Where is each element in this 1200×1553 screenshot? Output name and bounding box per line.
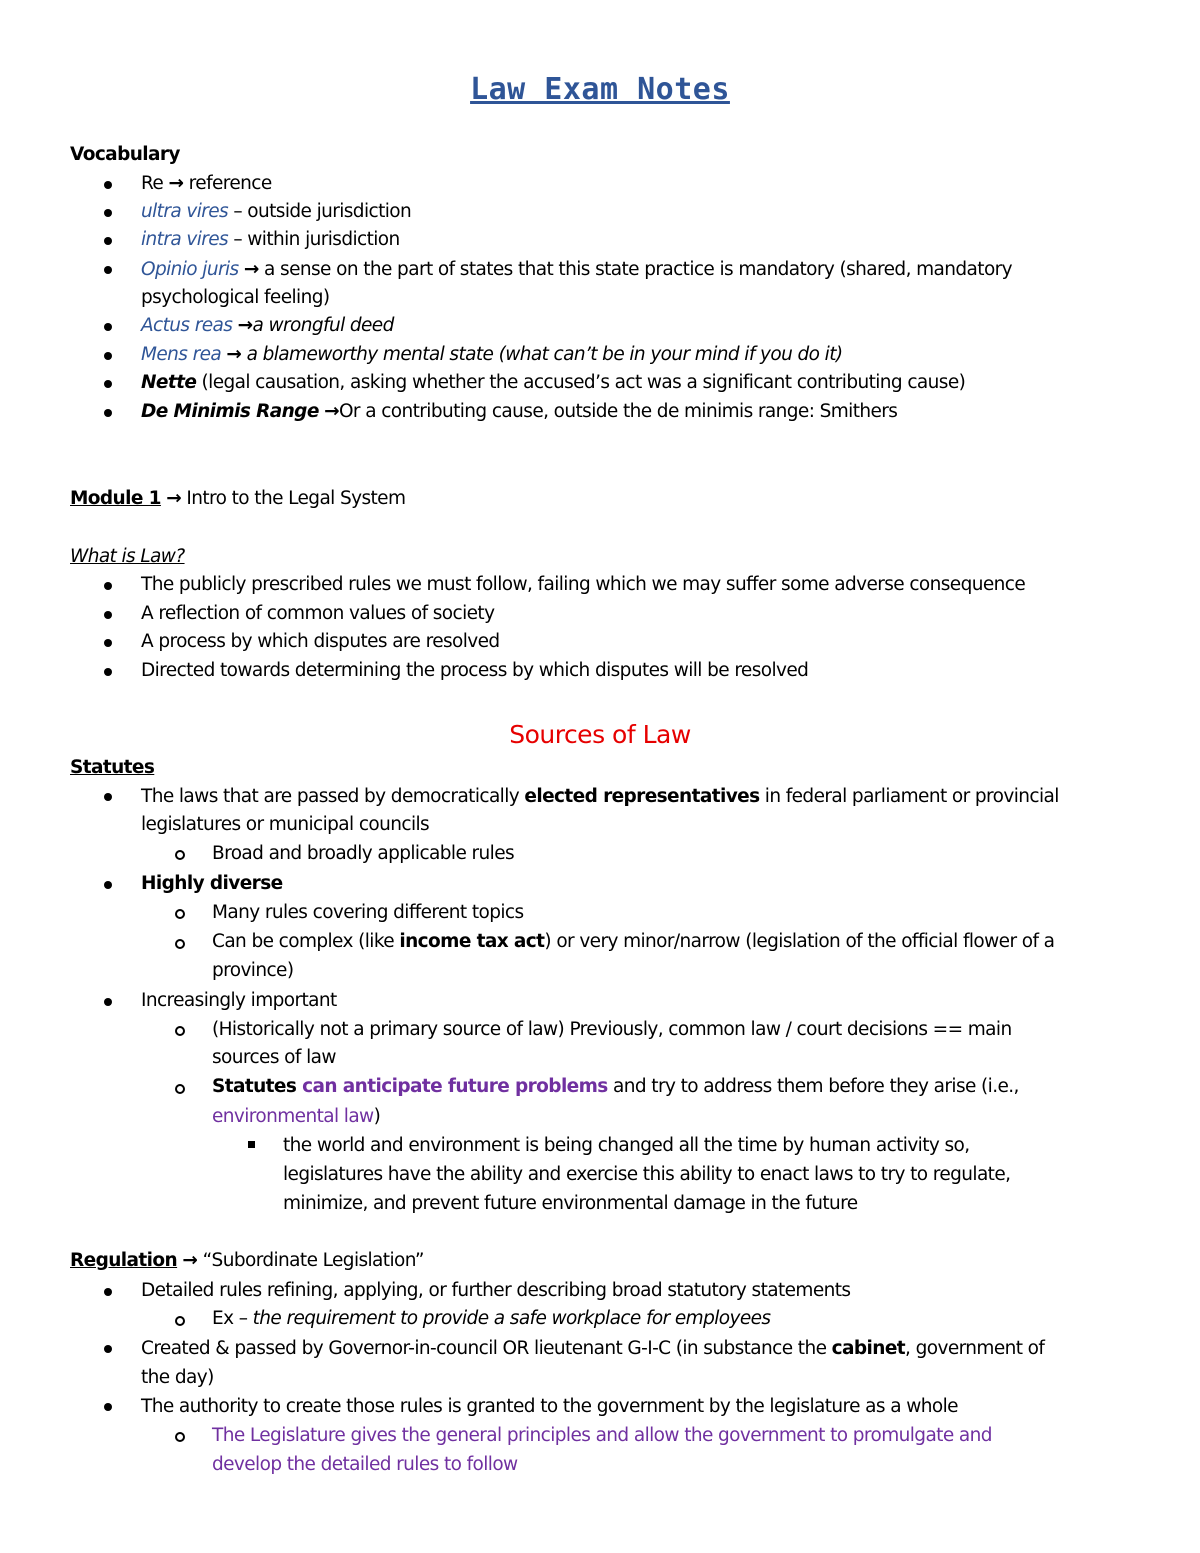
vocab-item: intra vires – within jurisdiction (141, 229, 400, 250)
arrow-icon: → (168, 173, 184, 194)
bullet-icon (104, 998, 112, 1006)
list-item-continued: the day) (141, 1367, 214, 1388)
vocab-item: Nette (legal causation, asking whether the accused’s act was a significant contributing cause) (141, 372, 966, 393)
bullet-icon (104, 266, 112, 274)
list-item: The publicly prescribed rules we must follow, failing which we may suffer some adverse consequence (141, 574, 1026, 595)
circle-bullet-icon (175, 1084, 185, 1094)
page-title: Law Exam Notes (470, 72, 730, 107)
sub-list-item: Ex – the requirement to provide a safe workplace for employees (212, 1308, 771, 1329)
arrow-icon: → (243, 259, 259, 280)
sub-list-item-continued: develop the detailed rules to follow (212, 1454, 518, 1475)
bullet-icon (104, 209, 112, 217)
bullet-icon (104, 409, 112, 417)
bullet-icon (104, 1345, 112, 1353)
circle-bullet-icon (175, 850, 185, 860)
circle-bullet-icon (175, 1432, 185, 1442)
circle-bullet-icon (175, 939, 185, 949)
sub-sub-list-item-continued: legislatures have the ability and exercise this ability to enact laws to try to regulate, (283, 1164, 1011, 1185)
bullet-icon (104, 582, 112, 590)
bullet-icon (104, 881, 112, 889)
bullet-icon (104, 323, 112, 331)
bullet-icon (104, 237, 112, 245)
sub-sub-list-item: the world and environment is being changed all the time by human activity so, (283, 1135, 970, 1156)
list-item: Increasingly important (141, 990, 337, 1011)
what-is-law-heading: What is Law? (70, 546, 185, 567)
sources-of-law-heading: Sources of Law (509, 720, 691, 749)
list-item: The authority to create those rules is granted to the government by the legislature as a whole (141, 1396, 958, 1417)
arrow-icon: → (182, 1250, 198, 1271)
vocab-item: Actus reas →a wrongful deed (141, 315, 394, 336)
list-item: A process by which disputes are resolved (141, 631, 500, 652)
bullet-icon (104, 1403, 112, 1411)
sub-list-item: The Legislature gives the general principles and allow the government to promulgate and (212, 1425, 992, 1446)
arrow-icon: → (237, 315, 253, 336)
vocab-item: Mens rea → a blameworthy mental state (what can’t be in your mind if you do it) (141, 344, 843, 365)
list-item: The laws that are passed by democratically elected representatives in federal parliament or provincial (141, 786, 1059, 807)
circle-bullet-icon (175, 909, 185, 919)
sub-list-item-continued: sources of law (212, 1047, 336, 1068)
circle-bullet-icon (175, 1026, 185, 1036)
arrow-icon: → (226, 344, 242, 365)
sub-list-item-continued: environmental law) (212, 1106, 381, 1127)
bullet-icon (104, 181, 112, 189)
vocab-item-continued: psychological feeling) (141, 287, 330, 308)
vocab-item: Opinio juris → a sense on the part of states that this state practice is mandatory (shared, mandatory (141, 259, 1013, 280)
list-item-continued: legislatures or municipal councils (141, 814, 430, 835)
sub-list-item: Can be complex (like income tax act) or very minor/narrow (legislation of the official flower of a (212, 931, 1055, 952)
bullet-icon (104, 1288, 112, 1296)
sub-list-item: Statutes can anticipate future problems and try to address them before they arise (i.e., (212, 1076, 1019, 1097)
sub-list-item-continued: province) (212, 960, 294, 981)
bullet-icon (104, 352, 112, 360)
module-heading: Module 1 → Intro to the Legal System (70, 488, 406, 509)
bullet-icon (104, 793, 112, 801)
sub-list-item: (Historically not a primary source of law) Previously, common law / court decisions == main (212, 1019, 1012, 1040)
vocab-item: ultra vires – outside jurisdiction (141, 201, 412, 222)
list-item: Highly diverse (141, 873, 283, 894)
square-bullet-icon (248, 1141, 255, 1148)
circle-bullet-icon (175, 1316, 185, 1326)
list-item: Created & passed by Governor-in-council OR lieutenant G-I-C (in substance the cabinet, government of (141, 1338, 1045, 1359)
arrow-icon: → (166, 488, 182, 509)
bullet-icon (104, 668, 112, 676)
vocab-item: De Minimis Range →Or a contributing cause, outside the de minimis range: Smithers (141, 401, 898, 422)
vocab-item: Re → reference (141, 173, 272, 194)
arrow-icon: → (324, 401, 339, 422)
sub-sub-list-item-continued: minimize, and prevent future environmental damage in the future (283, 1193, 858, 1214)
regulation-heading: Regulation → “Subordinate Legislation” (70, 1250, 424, 1271)
bullet-icon (104, 639, 112, 647)
sub-list-item: Many rules covering different topics (212, 902, 524, 923)
list-item: A reflection of common values of society (141, 603, 495, 624)
list-item: Detailed rules refining, applying, or further describing broad statutory statements (141, 1280, 851, 1301)
bullet-icon (104, 380, 112, 388)
statutes-heading: Statutes (70, 757, 155, 778)
sub-list-item: Broad and broadly applicable rules (212, 843, 515, 864)
list-item: Directed towards determining the process by which disputes will be resolved (141, 660, 809, 681)
bullet-icon (104, 611, 112, 619)
vocabulary-heading: Vocabulary (70, 144, 180, 165)
